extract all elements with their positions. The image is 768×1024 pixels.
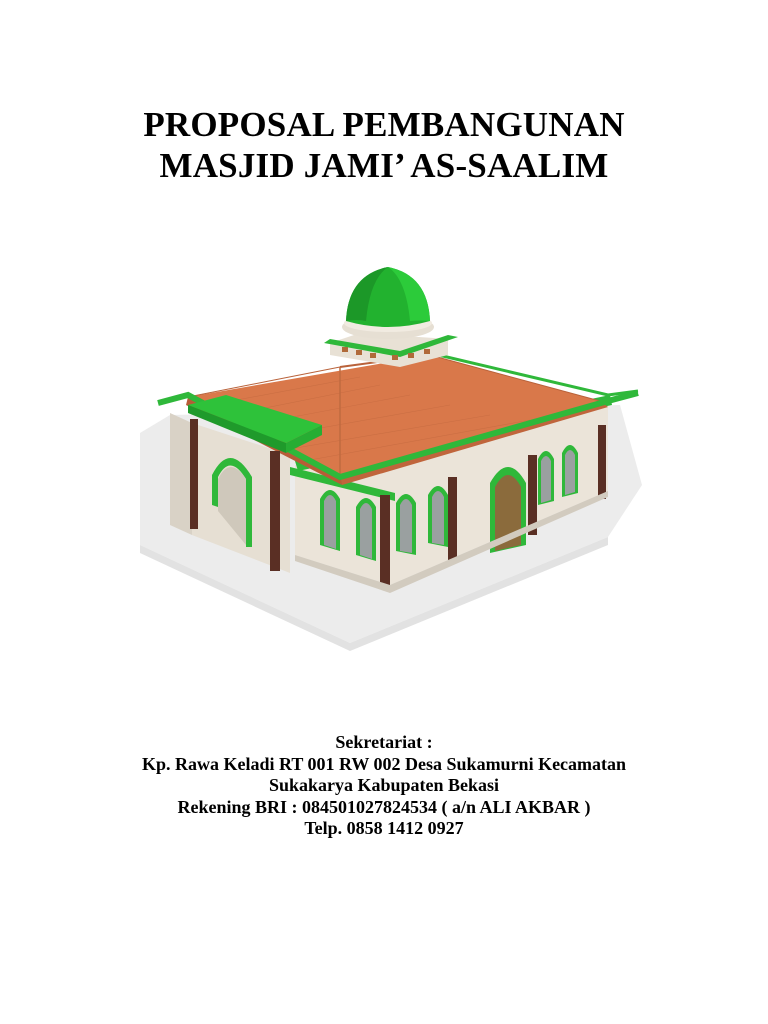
bank-account: Rekening BRI : 084501027824534 ( a/n ALI AKBAR ) (177, 796, 591, 817)
title-line-1: PROPOSAL PEMBANGUNAN (143, 105, 625, 144)
secretariat-heading: Sekretariat : (335, 732, 433, 752)
document-title (0, 104, 768, 186)
title-line-2: MASJID JAMI’ AS-SAALIM (159, 146, 609, 185)
address-line-1: Kp. Rawa Keladi RT 001 RW 002 Desa Sukamurni Kecamatan (141, 753, 627, 774)
address-line-2: Sukakarya Kabupaten Bekasi (268, 775, 500, 795)
secretariat-block (0, 732, 768, 840)
phone-number: Telp. 0858 1412 0927 (304, 818, 464, 838)
mosque-building-illustration (130, 255, 650, 655)
